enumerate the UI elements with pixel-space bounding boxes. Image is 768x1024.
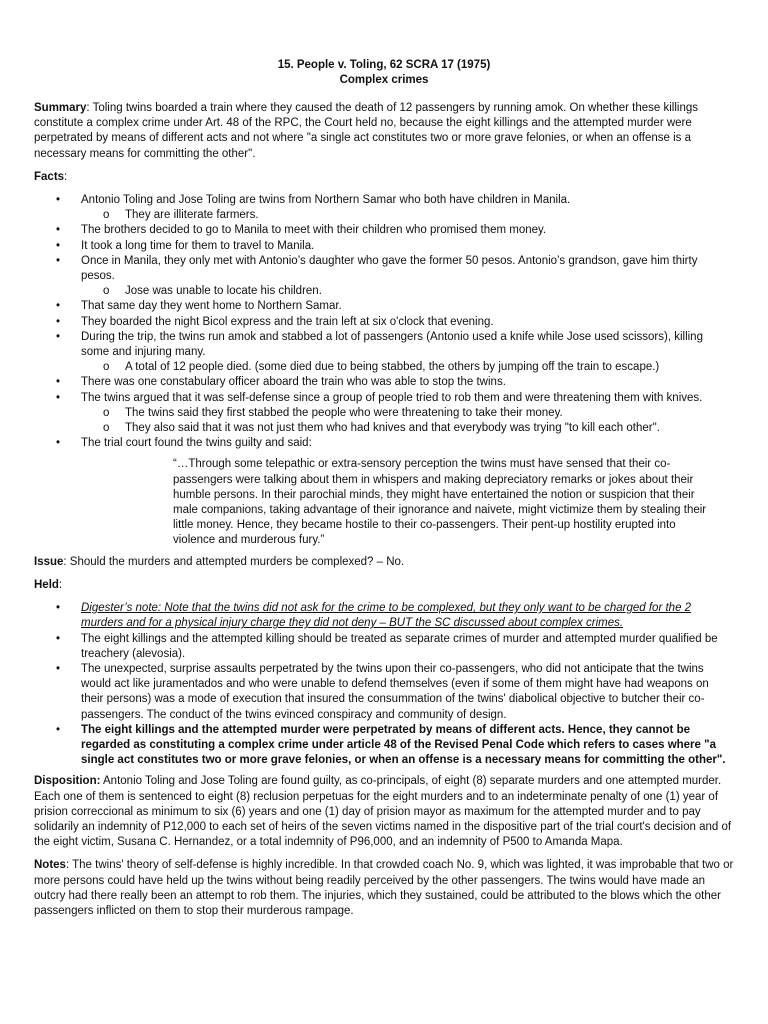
list-item: • They boarded the night Bicol express and the train left at six o'clock that evening. [34, 315, 734, 330]
facts-colon: : [64, 170, 68, 183]
notes-paragraph [34, 858, 734, 919]
summary-label: Summary [34, 102, 87, 114]
issue-text: : Should the murders and attempted murders be complexed? – No. [63, 555, 405, 568]
list-item: • That same day they went home to Northern Samar. [34, 299, 734, 314]
list-item: • The brothers decided to go to Manila to meet with their children who promised them money. [34, 223, 734, 238]
disposition-text: Antonio Toling and Jose Toling are found guilty, as co-principals, of eight (8) separate murders and one attempted murder. Each one of them is sentenced to eight (8) reclusion perpetuas for the eight murders and to an indeterminate penalty of one (1) year of prision correccional as minimum to six (6) years and one (1) day of prision mayor as maximum for the attempted murder and to pay solidarily an indemnity of P12,000 to each set of heirs of the seven victims named in the dispositive part of the trial court's decision and of the eight victim, Susana C. Hernandez, or a total indemnity of P96,000, and an indemnity of P500 to Amanda Mapa. [34, 775, 732, 849]
disposition-paragraph [34, 774, 734, 850]
list-item: • The twins argued that it was self-defense since a group of people tried to rob them and were threatening them with knives. o The twins said they first stabbed the people who were threatening to take their money. o They also said that it was not just them who had knives and that everybody was trying "to kill each other". [34, 391, 734, 437]
list-item: • It took a long time for them to travel to Manila. [34, 239, 734, 254]
summary-paragraph [34, 101, 734, 162]
list-item: o The twins said they first stabbed the people who were threatening to take their money. [81, 406, 734, 421]
list-item [34, 601, 734, 631]
notes-label: Notes [34, 859, 66, 872]
list-item: o They also said that it was not just them who had knives and that everybody was trying "to kill each other". [81, 421, 734, 436]
list-item: o They are illiterate farmers. [81, 208, 734, 223]
sub-list [81, 360, 734, 375]
list-item: • The unexpected, surprise assaults perpetrated by the twins upon their co-passengers, who did not anticipate that the twins would act like juramentados and who were unable to defend themselves (even if some of them might have had weapons on their persons) was a mode of execution that insured the consummation of the twins' diabolical objective to butcher their co-passengers. The conduct of the twins evinced conspiracy and community of design. [34, 662, 734, 723]
held-label: Held [34, 578, 59, 591]
held-ruling: The eight killings and the attempted murder were perpetrated by means of different acts. Hence, they cannot be regarded as constituting a complex crime under article 48 of the Revised Penal Code which refers to cases where "a single act constitutes two or more grave felonies, or when an offense is a necessary means for committing the other". [81, 723, 726, 767]
list-item: • The trial court found the twins guilty and said: “…Through some telepathic or extra-sensory perception the twins must have sensed that their co-passengers were talking about them in whispers and making depreciatory remarks or jokes about their humble persons. In their parochial minds, they might have entertained the notion or suspicion that their male companions, taking advantage of their ignorance and naivete, might victimize them by stealing their little money. Hence, they became hostile to their co-passengers. Their pent-up hostility erupted into violence and murderous fury.” [34, 436, 734, 548]
trial-court-quote: “…Through some telepathic or extra-sensory perception the twins must have sensed that their co-passengers were talking about them in whispers and making depreciatory remarks or jokes about their humble persons. In their parochial minds, they might have entertained the notion or suspicion that their male companions, taking advantage of their ignorance and naivete, might victimize them by stealing their little money. Hence, they became hostile to their co-passengers. Their pent-up hostility erupted into violence and murderous fury.” [173, 458, 707, 547]
case-title: 15. People v. Toling, 62 SCRA 17 (1975) [277, 59, 491, 71]
held-colon: : [58, 578, 63, 591]
held-heading [34, 578, 734, 593]
issue-label: Issue [34, 555, 64, 568]
sub-list [81, 208, 734, 223]
digester-note: Digester’s note: Note that the twins did not ask for the crime to be complexed, but they only want to be charged for the 2 murders and for a physical injury charge they did not deny – BUT the SC discussed about complex crimes. [81, 602, 692, 630]
list-item: • Antonio Toling and Jose Toling are twins from Northern Samar who both have children in Manila. o They are illiterate farmers. [34, 193, 734, 223]
list-item: • Once in Manila, they only met with Antonio’s daughter who gave the former 50 pesos. Antonio’s grandson, gave him thirty pesos. o Jose was unable to locate his children. [34, 254, 734, 300]
list-item [34, 723, 734, 769]
facts-heading [34, 170, 734, 185]
sub-list [81, 284, 734, 299]
list-item: o Jose was unable to locate his children. [81, 284, 734, 299]
facts-label: Facts [34, 170, 65, 183]
facts-list [34, 193, 734, 549]
list-item: o A total of 12 people died. (some died due to being stabbed, the others by jumping off the train to escape.) [81, 360, 734, 375]
held-list [34, 601, 734, 768]
list-item: • The eight killings and the attempted killing should be treated as separate crimes of murder and attempted murder qualified be treachery (alevosia). [34, 632, 734, 662]
issue-paragraph [34, 555, 734, 570]
summary-text: : Toling twins boarded a train where they caused the death of 12 passengers by running amok. On whether these killings constitute a complex crime under Art. 48 of the RPC, the Court held no, because the eight killings and the attempted murder were perpetrated by means of different acts and not where "a single act constitutes two or more grave felonies, or when an offense is a necessary means for committing the other". [34, 102, 698, 160]
disposition-label: Disposition: [34, 775, 101, 788]
notes-text: : The twins' theory of self-defense is highly incredible. In that crowded coach No. 9, which was lighted, it was improbable that two or more persons could have held up the twins without being readily perceived by the other passengers. The twins would have made an outcry had there really been an attempt to rob them. The injuries, which they sustained, could be attributed to the blows which the other passengers inflicted on them to stop their murderous rampage. [34, 859, 734, 917]
list-item: • There was one constabulary officer aboard the train who was able to stop the twins. [34, 375, 734, 390]
sub-list [81, 406, 734, 436]
list-item: • During the trip, the twins run amok and stabbed a lot of passengers (Antonio used a knife while Jose used scissors), killing some and injuring many. o A total of 12 people died. (some died due to being stabbed, the others by jumping off the train to escape.) [34, 330, 734, 376]
case-subtitle: Complex crimes [339, 74, 429, 86]
